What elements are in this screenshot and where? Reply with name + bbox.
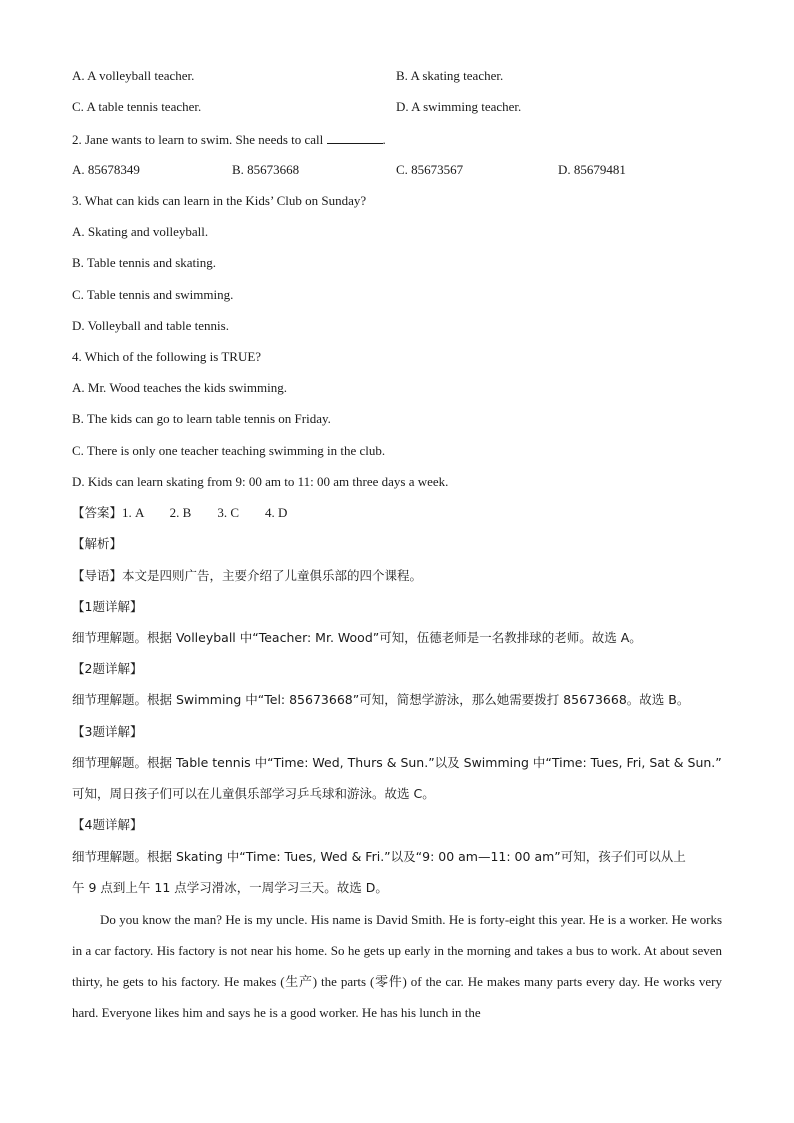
q3-option-d: D. Volleyball and table tennis. <box>72 318 229 333</box>
q2-option-d: D. 85679481 <box>558 162 626 177</box>
detail-3-title: 【3题详解】 <box>72 724 143 739</box>
detail-1-title: 【1题详解】 <box>72 599 143 614</box>
q3-stem: 3. What can kids can learn in the Kids’ Club on Sunday? <box>72 193 367 208</box>
answer-text: 1. A 2. B 3. C 4. D <box>122 505 288 520</box>
q1-option-a: A. A volleyball teacher. <box>72 68 195 83</box>
answer-line <box>72 505 287 521</box>
detail-4-title: 【4题详解】 <box>72 817 143 832</box>
detail-3-text-2: 可知，周日孩子们可以在儿童俱乐部学习乒乓球和游泳。故选 C。 <box>72 786 435 801</box>
q1-option-c: C. A table tennis teacher. <box>72 99 202 114</box>
reading-passage <box>72 904 722 1028</box>
answer-blank <box>327 131 383 144</box>
q2-stem <box>72 131 386 148</box>
q3-option-c: C. Table tennis and swimming. <box>72 287 234 302</box>
passage-paragraph: Do you know the man? He is my uncle. His name is David Smith. He is forty-eight this year. He is a worker. He works in a car factory. His factory is not near his home. So he gets up early in the morning and takes a bus to work. At about seven thirty, he gets to his factory. He makes (生产) the parts (零件) of the car. He makes many parts every day. He works very hard. Everyone likes him and says he is a good worker. He has his lunch in the <box>72 912 722 1020</box>
q4-option-d: D. Kids can learn skating from 9: 00 am to 11: 00 am three days a week. <box>72 474 449 489</box>
q2-option-a: A. 85678349 <box>72 162 140 177</box>
analysis-guide: 【导语】本文是四则广告，主要介绍了儿童俱乐部的四个课程。 <box>72 568 423 583</box>
q1-option-b: B. A skating teacher. <box>396 68 504 83</box>
q3-option-a: A. Skating and volleyball. <box>72 224 209 239</box>
detail-4-text-1: 细节理解题。根据 Skating 中“Time: Tues, Wed & Fri.”以及“9: 00 am—11: 00 am”可知，孩子们可以从上 <box>72 849 686 864</box>
q4-option-c: C. There is only one teacher teaching swimming in the club. <box>72 443 386 458</box>
detail-4-text-2: 午 9 点到上午 11 点学习滑冰，一周学习三天。故选 D。 <box>72 880 388 895</box>
q2-stem-text: 2. Jane wants to learn to swim. She needs to call <box>72 132 324 147</box>
q1-option-d: D. A swimming teacher. <box>396 99 522 114</box>
q2-option-c: C. 85673567 <box>396 162 464 177</box>
detail-2-text: 细节理解题。根据 Swimming 中“Tel: 85673668”可知，简想学游泳，那么她需要拨打 85673668。故选 B。 <box>72 692 690 707</box>
q4-option-a: A. Mr. Wood teaches the kids swimming. <box>72 380 288 395</box>
detail-2-title: 【2题详解】 <box>72 661 143 676</box>
answer-label: 【答案】 <box>72 505 123 520</box>
q2-option-b: B. 85673668 <box>232 162 300 177</box>
analysis-label: 【解析】 <box>72 536 123 551</box>
q4-stem: 4. Which of the following is TRUE? <box>72 349 262 364</box>
q2-stem-end: . <box>382 132 386 147</box>
q4-option-b: B. The kids can go to learn table tennis on Friday. <box>72 411 331 426</box>
detail-3-text-1: 细节理解题。根据 Table tennis 中“Time: Wed, Thurs & Sun.”以及 Swimming 中“Time: Tues, Fri, Sat & Sun.” <box>72 755 722 770</box>
q3-option-b: B. Table tennis and skating. <box>72 255 216 270</box>
detail-1-text: 细节理解题。根据 Volleyball 中“Teacher: Mr. Wood”可知，伍德老师是一名教排球的老师。故选 A。 <box>72 630 642 645</box>
